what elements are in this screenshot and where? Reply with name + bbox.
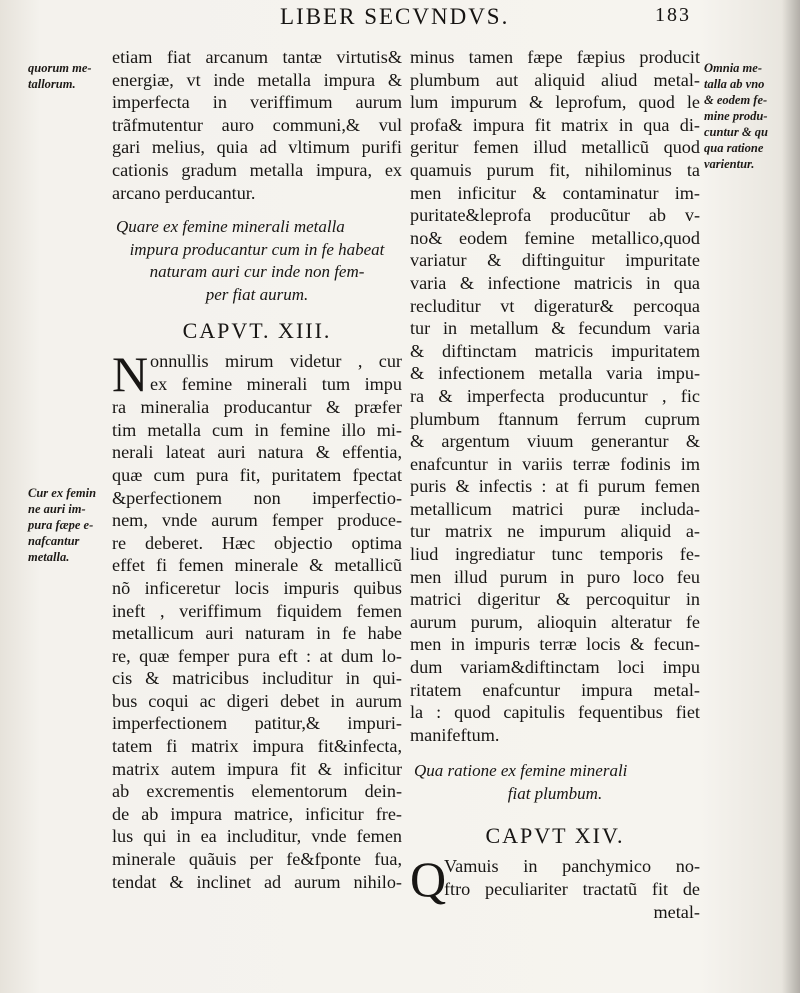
text-line: energiæ, vt inde metalla impura & xyxy=(112,69,402,90)
right-column xyxy=(410,46,700,924)
text-line: onnullis mirum videtur , cur xyxy=(150,351,402,372)
margin-note-top-left xyxy=(28,60,108,92)
margin-note-line: metalla. xyxy=(28,550,70,564)
page-number: 183 xyxy=(655,4,691,26)
text-line: matrici digeritur & percoquitur in xyxy=(410,589,700,610)
text-line: lus qui in ea includitur, vnde femen xyxy=(112,826,402,847)
text-line: men illud purum in puro loco feu xyxy=(410,566,700,587)
chapter-heading: CAPVT XIV. xyxy=(485,823,625,849)
subtitle-line: Qua ratione ex femine minerali xyxy=(414,761,628,781)
margin-note-line: mine produ- xyxy=(704,109,768,123)
text-line: Vamuis in panchymico no- xyxy=(444,856,700,877)
text-line: cis & matricibus includitur in qui- xyxy=(112,668,402,689)
text-line: imperfectionem patitur,& impuri- xyxy=(112,713,402,734)
text-line: varia & infectione matricis in qua xyxy=(410,272,700,293)
text-line: la : quod capitulis fequentibus fiet xyxy=(410,702,700,723)
text-line: arcano perducantur. xyxy=(112,182,256,203)
text-line: tur matrix ne impurum aliquid a- xyxy=(410,521,700,542)
margin-note-line: pura fæpe e- xyxy=(28,518,94,532)
margin-note-line: nafcantur xyxy=(28,534,80,548)
text-line: &perfectionem non imperfectio- xyxy=(112,487,402,508)
text-line: matrix autem impura fit & inficitur xyxy=(112,758,402,779)
margin-note-line: talla ab vno xyxy=(704,77,765,91)
text-line: bus coqui ac digeri debet in aurum xyxy=(112,690,402,711)
text-line: nem, vnde aurum femper produce- xyxy=(112,510,402,531)
text-line: ab excrementis elementorum dein- xyxy=(112,781,402,802)
margin-note-line: varientur. xyxy=(704,157,755,171)
text-line: gari melius, quia ad vltimum purifi xyxy=(112,137,402,158)
text-line: men inficitur & contaminatur im- xyxy=(410,182,700,203)
subtitle-line: fiat plumbum. xyxy=(507,783,603,803)
chapter-body xyxy=(112,346,402,893)
page-header xyxy=(280,4,691,38)
margin-note-line: Omnia me- xyxy=(704,61,762,75)
text-line: lum impurum & leprofum, quod le xyxy=(410,92,700,113)
text-line: de ab impura matrice, inficitur fre- xyxy=(112,803,402,824)
text-line: etiam fiat arcanum tantæ virtutis& xyxy=(112,47,402,67)
text-line: liud ingrediatur tunc temporis fe- xyxy=(410,544,700,565)
text-line: metallicum matrici puræ includa- xyxy=(410,498,700,519)
left-column xyxy=(112,46,402,893)
text-line: nerali lateat auri natura & effentia, xyxy=(112,442,402,463)
text-line: quamuis purum fit, nihilominus ta xyxy=(410,159,700,180)
margin-note-line: cuntur & qu xyxy=(704,125,768,139)
text-line: ftro peculiariter tractatũ fit de xyxy=(444,879,700,899)
chapter-subtitle xyxy=(410,760,700,805)
margin-note-line: ne auri im- xyxy=(28,502,86,516)
text-line: dum variam&diftinctam loci impu xyxy=(410,657,700,678)
text-line: re, quæ femper pura eft : at dum lo- xyxy=(112,645,402,666)
text-line: tendat & inclinet ad aurum nihilo- xyxy=(112,871,402,892)
text-line: nõ inficeretur locis impuris quibus xyxy=(112,577,402,598)
text-line: quæ cum pura fit, puritatem fpectat xyxy=(112,464,402,485)
text-line: effet fi femen minerale & metallicũ xyxy=(112,555,402,576)
chapter-body xyxy=(410,851,700,924)
text-line: variatur & diftinguitur impuritate xyxy=(410,250,700,271)
text-line: tim metalla cum in femine illo mi- xyxy=(112,419,402,440)
text-line: tur in metallum & fecundum varia xyxy=(410,318,700,339)
margin-note-line: qua ratione xyxy=(704,141,764,155)
text-line: recluditur vt digeratur& percoqua xyxy=(410,295,700,316)
text-line: & infectionem metalla varia impu- xyxy=(410,363,700,384)
text-line: profa& impura fit matrix in qua di- xyxy=(410,114,700,135)
text-line: ex femine minerali tum impu xyxy=(150,373,402,394)
text-line: re deberet. Hæc objectio optima xyxy=(112,532,402,553)
text-line: minerale quãuis per fe&fponte fua, xyxy=(112,849,402,870)
text-line: geritur femen illud metallicũ quod xyxy=(410,137,700,158)
margin-note-mid-left xyxy=(28,485,108,565)
text-line: puris & infectis : at fi purum femen xyxy=(410,476,700,497)
margin-note-line: quorum me- xyxy=(28,61,92,75)
drop-cap: N xyxy=(112,346,149,403)
chapter-heading: CAPVT. XIII. xyxy=(182,318,332,344)
text-line: metal- xyxy=(653,902,700,923)
subtitle-line: impura producantur cum in fe habeat xyxy=(129,239,385,259)
chapter-subtitle xyxy=(112,216,402,306)
text-line: aurum purum, alioquin alteratur fe xyxy=(410,611,700,632)
margin-note-line: & eodem fe- xyxy=(704,93,768,107)
text-line: puritate&leprofa producũtur ab v- xyxy=(410,205,700,226)
margin-note-top-right xyxy=(704,60,796,172)
text-line: metallicum auri naturam in fe habe xyxy=(112,623,402,644)
text-line: plumbum aut aliquid aliud metal- xyxy=(410,69,700,90)
subtitle-line: Quare ex femine minerali metalla xyxy=(116,217,345,237)
text-line: ra mineralia producantur & præfer xyxy=(112,397,402,418)
drop-cap: Q xyxy=(410,851,447,908)
text-line: ineft , veriffimum fiquidem femen xyxy=(112,600,402,621)
text-line: tatem fi matrix impura fit&infecta, xyxy=(112,736,402,757)
text-line: ra & imperfecta producuntur , fic xyxy=(410,385,700,406)
margin-note-line: tallorum. xyxy=(28,77,76,91)
text-line: trãfmutentur auro communi,& vul xyxy=(112,114,402,135)
text-line: cationis gradum metalla impura, ex xyxy=(112,159,402,180)
text-line: manifeftum. xyxy=(410,724,500,745)
subtitle-line: naturam auri cur inde non fem- xyxy=(149,262,365,282)
text-line: & argentum viuum generantur & xyxy=(410,431,700,452)
text-line: & diftinctam matricis impuritatem xyxy=(410,340,700,361)
subtitle-line: per fiat aurum. xyxy=(205,284,309,304)
text-line: no& eodem femine metallico,quod xyxy=(410,227,700,248)
margin-note-line: Cur ex femin xyxy=(28,486,97,500)
text-line: enafcuntur in variis terræ fodinis im xyxy=(410,453,700,474)
text-line: imperfecta in veriffimum aurum xyxy=(112,92,402,113)
text-line: minus tamen fæpe fæpius producit xyxy=(410,47,700,67)
text-line: men in impuris terræ locis & fecun- xyxy=(410,634,700,655)
text-line: ritatem enafcuntur impura metal- xyxy=(410,679,700,700)
running-title: LIBER SECVNDVS. xyxy=(280,4,510,29)
text-line: plumbum ftannum ferrum cuprum xyxy=(410,408,700,429)
